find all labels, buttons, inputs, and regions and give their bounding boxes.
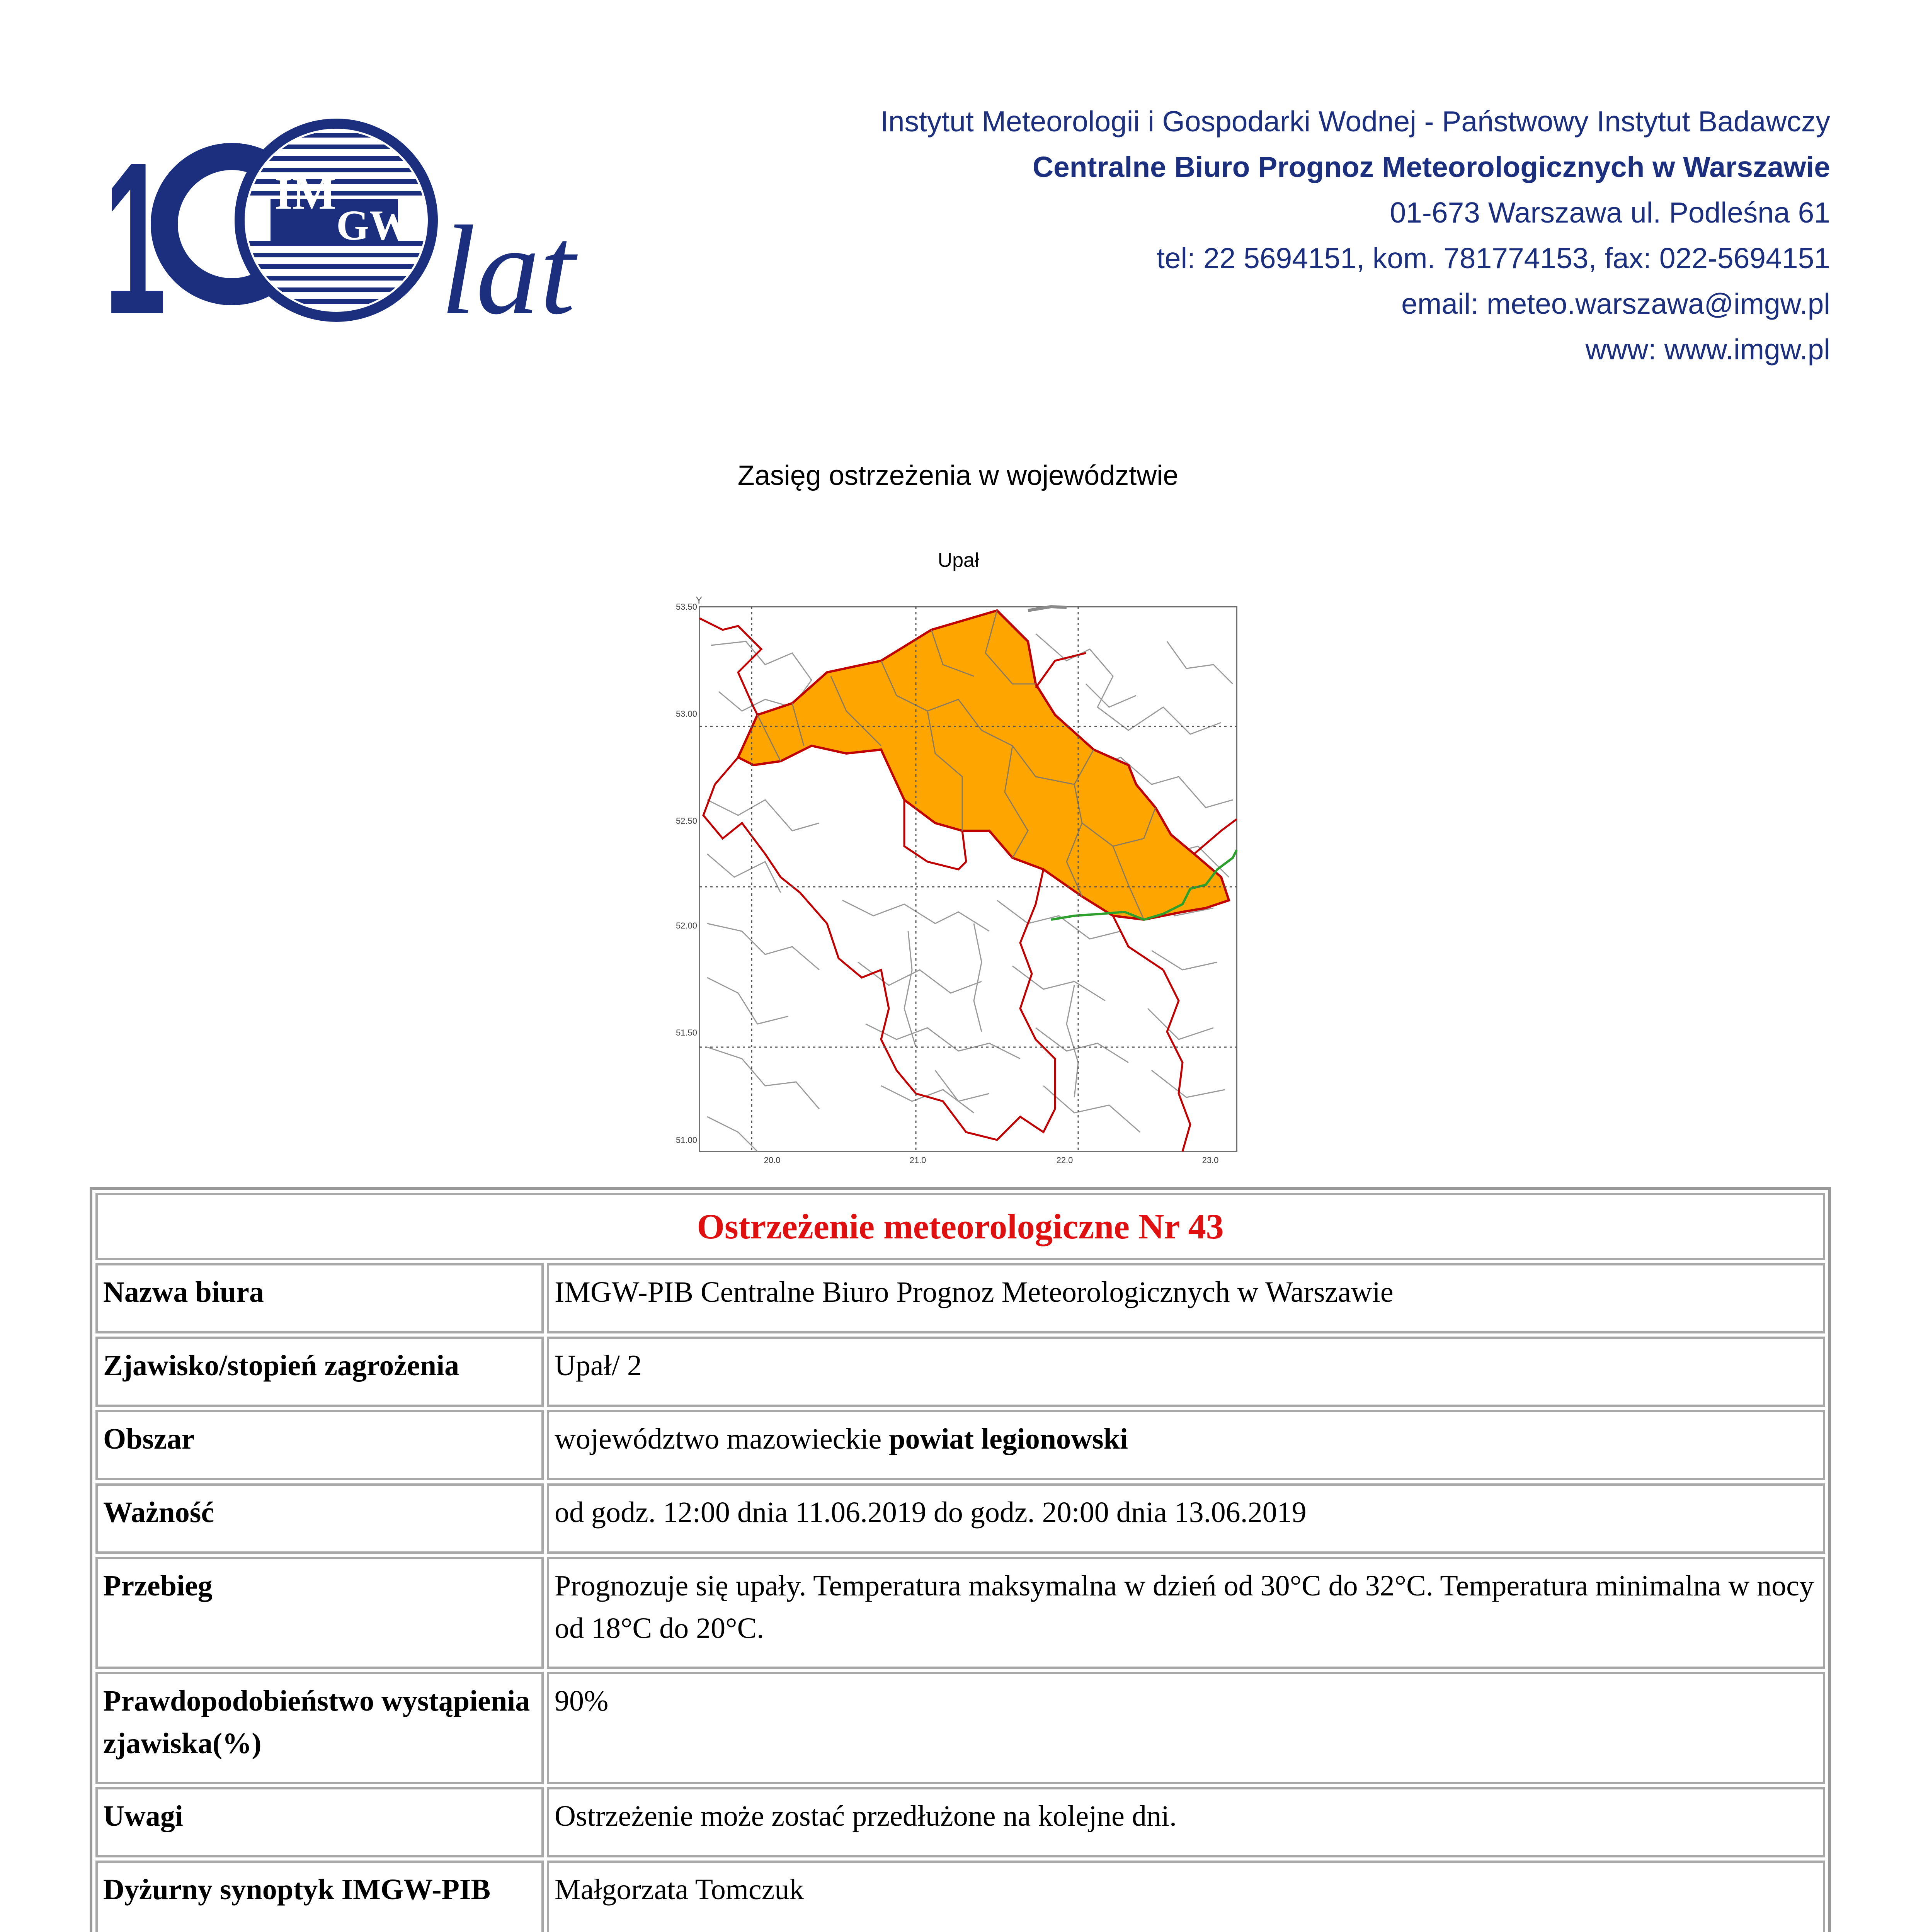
- institute-name: Instytut Meteorologii i Gospodarki Wodnej - Państwowy Instytut Badawczy: [880, 105, 1830, 138]
- table-row: [95, 1410, 1825, 1480]
- warning-title-row: [95, 1193, 1825, 1260]
- map-title: Upał: [938, 549, 979, 571]
- website-address[interactable]: www: www.imgw.pl: [1585, 333, 1830, 366]
- row-value-course: Prognozuje się upały. Temperatura maksymalna w dzień od 30°C do 32°C. Temperatura minimalna w nocy od 18°C do 20°C.: [547, 1557, 1825, 1669]
- table-row: [95, 1263, 1825, 1333]
- map-axis-y-letter: Y: [696, 594, 703, 606]
- logo-number-one: 1: [104, 117, 166, 328]
- logo-letters-top: IM: [274, 167, 336, 219]
- lon-label: 23.0: [1202, 1155, 1219, 1165]
- table-row: [95, 1672, 1825, 1784]
- lat-label: 52.00: [676, 921, 697, 930]
- latitude-axis: [676, 602, 697, 1145]
- postal-address: 01-673 Warszawa ul. Podleśna 61: [1390, 196, 1830, 229]
- lon-label: 20.0: [764, 1155, 781, 1165]
- warning-area-map: [665, 583, 1256, 1179]
- row-value-phenomenon: Upał/ 2: [547, 1337, 1825, 1407]
- table-row: [95, 1787, 1825, 1857]
- row-label-probability: Prawdopodobieństwo wystąpienia zjawiska(%): [95, 1672, 544, 1784]
- row-value-probability: 90%: [547, 1672, 1825, 1784]
- area-voivodeship: województwo mazowieckie: [555, 1423, 889, 1455]
- table-row: [95, 1557, 1825, 1669]
- row-value-office: IMGW-PIB Centralne Biuro Prognoz Meteorologicznych w Warszawie: [547, 1263, 1825, 1333]
- imgw-100-years-logo: [104, 112, 587, 328]
- table-row: [95, 1483, 1825, 1554]
- bureau-name: Centralne Biuro Prognoz Meteorologicznych w Warszawie: [1032, 151, 1830, 183]
- row-value-forecaster: Małgorzata Tomczuk: [547, 1861, 1825, 1932]
- lat-label: 53.00: [676, 709, 697, 719]
- phone-numbers: tel: 22 5694151, kom. 781774153, fax: 022-5694151: [1156, 242, 1830, 274]
- lat-label: 51.50: [676, 1028, 697, 1037]
- row-label-validity: Ważność: [95, 1483, 544, 1554]
- row-label-area: Obszar: [95, 1410, 544, 1480]
- lon-label: 22.0: [1056, 1155, 1073, 1165]
- institute-contact-block: [671, 99, 1830, 372]
- row-label-forecaster: Dyżurny synoptyk IMGW-PIB: [95, 1861, 544, 1932]
- row-label-phenomenon: Zjawisko/stopień zagrożenia: [95, 1337, 544, 1407]
- logo-letters-bottom: GW: [336, 202, 412, 249]
- map-caption: Zasięg ostrzeżenia w województwie: [737, 460, 1179, 491]
- area-county: powiat legionowski: [889, 1423, 1128, 1455]
- lat-label: 51.00: [676, 1135, 697, 1145]
- warning-title: Ostrzeżenie meteorologiczne Nr 43: [95, 1193, 1825, 1260]
- logo-script-lat: lat: [441, 200, 575, 328]
- lat-label: 53.50: [676, 602, 697, 612]
- email-address[interactable]: email: meteo.warszawa@imgw.pl: [1401, 287, 1830, 320]
- row-value-validity: od godz. 12:00 dnia 11.06.2019 do godz. 20:00 dnia 13.06.2019: [547, 1483, 1825, 1554]
- lon-label: 21.0: [909, 1155, 926, 1165]
- row-label-course: Przebieg: [95, 1557, 544, 1669]
- row-label-office: Nazwa biura: [95, 1263, 544, 1333]
- longitude-axis: [764, 1155, 1219, 1165]
- warning-table: [90, 1187, 1831, 1932]
- row-label-remarks: Uwagi: [95, 1787, 544, 1857]
- row-value-area: [547, 1410, 1825, 1480]
- table-row: [95, 1861, 1825, 1932]
- table-row: [95, 1337, 1825, 1407]
- logo-globe: [232, 124, 444, 317]
- row-value-remarks: Ostrzeżenie może zostać przedłużone na kolejne dni.: [547, 1787, 1825, 1857]
- lat-label: 52.50: [676, 816, 697, 826]
